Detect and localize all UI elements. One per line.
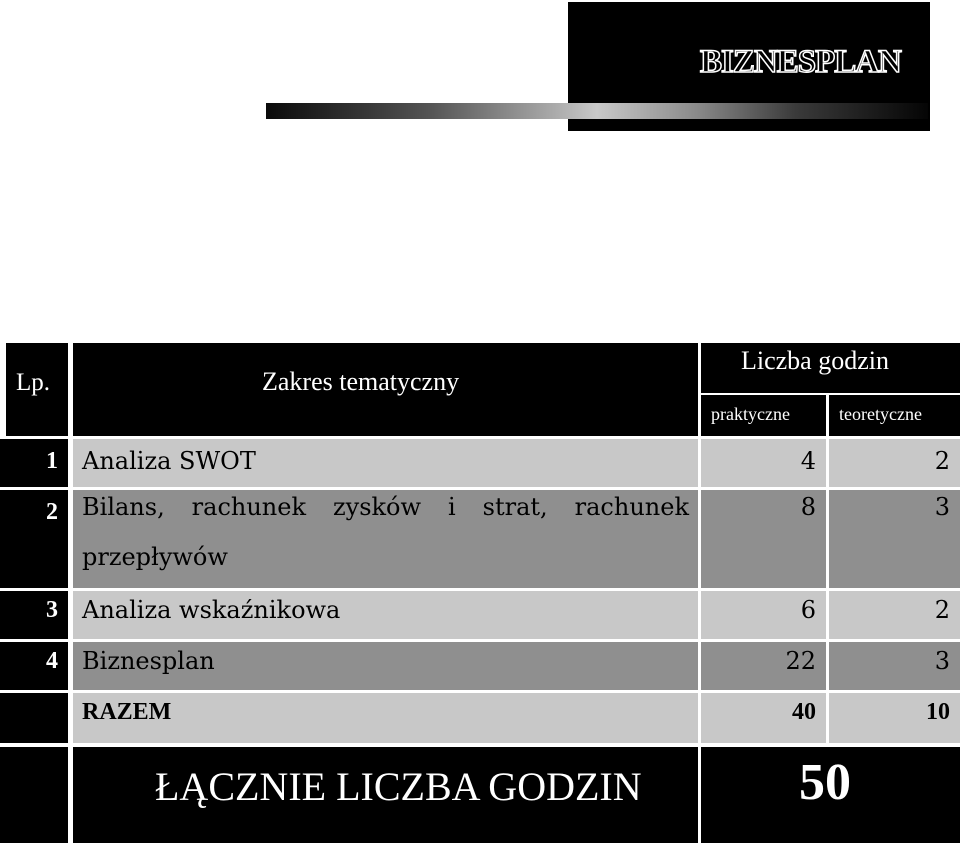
document-title: BIZNESPLAN xyxy=(700,44,901,80)
row-4-topic: Biznesplan xyxy=(82,647,215,675)
lacznie-label: ŁĄCZNIE LICZBA GODZIN xyxy=(155,764,642,809)
razem-label: RAZEM xyxy=(82,699,172,725)
lacznie-label-cell xyxy=(73,747,698,843)
row-4-lp-cell xyxy=(0,642,68,690)
header-zakres-cell xyxy=(73,343,698,436)
razem-label-cell xyxy=(73,693,698,743)
row-3-topic-cell xyxy=(73,591,698,639)
razem-teoretyczne-cell xyxy=(829,693,960,743)
row-2-topic-line2: przepływów xyxy=(82,543,228,571)
razem-lp-cell xyxy=(0,693,68,743)
row-3-lp: 3 xyxy=(46,597,58,623)
row-1-lp: 1 xyxy=(46,448,58,474)
row-2-praktyczne-cell xyxy=(701,490,826,588)
row-4-praktyczne-cell xyxy=(701,642,826,690)
row-2-topic-cell xyxy=(73,490,698,588)
header-teoretyczne: teoretyczne xyxy=(839,404,922,424)
row-3-teoretyczne: 2 xyxy=(934,596,950,624)
hours-table xyxy=(0,343,960,843)
row-2-lp: 2 xyxy=(46,499,58,525)
row-1-topic: Analiza SWOT xyxy=(82,447,256,475)
decorative-gradient-bar xyxy=(266,103,928,119)
row-1-teoretyczne: 2 xyxy=(934,447,950,475)
lacznie-value: 50 xyxy=(799,754,851,811)
row-4-teoretyczne: 3 xyxy=(934,647,950,675)
lacznie-lp-cell xyxy=(0,747,68,843)
row-2-teoretyczne-cell xyxy=(829,490,960,588)
row-4-topic-cell xyxy=(73,642,698,690)
row-3-lp-cell xyxy=(0,591,68,639)
row-1-topic-cell xyxy=(73,439,698,487)
row-4-praktyczne: 22 xyxy=(785,647,816,675)
header-teoretyczne-cell xyxy=(829,395,960,436)
lacznie-value-cell xyxy=(701,747,960,843)
row-3-praktyczne: 6 xyxy=(800,596,816,624)
razem-praktyczne: 40 xyxy=(792,699,816,725)
header-liczba: Liczba godzin xyxy=(741,346,889,375)
row-4-teoretyczne-cell xyxy=(829,642,960,690)
header-praktyczne: praktyczne xyxy=(711,404,790,424)
row-2-lp-cell xyxy=(0,490,68,588)
row-1-teoretyczne-cell xyxy=(829,439,960,487)
row-1-praktyczne-cell xyxy=(701,439,826,487)
row-3-teoretyczne-cell xyxy=(829,591,960,639)
header-lp: Lp. xyxy=(16,369,51,396)
header-zakres: Zakres tematyczny xyxy=(262,367,460,396)
razem-teoretyczne: 10 xyxy=(926,699,950,725)
row-2-praktyczne: 8 xyxy=(800,493,816,521)
row-2-topic-line1: Bilans, rachunek zysków i strat, rachunek xyxy=(82,493,689,521)
row-3-topic: Analiza wskaźnikowa xyxy=(82,596,341,624)
row-4-lp: 4 xyxy=(46,648,58,674)
header-praktyczne-cell xyxy=(701,395,826,436)
row-3-praktyczne-cell xyxy=(701,591,826,639)
header-lp-cell xyxy=(6,343,68,436)
row-2-teoretyczne: 3 xyxy=(934,493,950,521)
row-1-lp-cell xyxy=(0,439,68,487)
razem-praktyczne-cell xyxy=(701,693,826,743)
header-liczba-cell xyxy=(701,343,960,393)
row-1-praktyczne: 4 xyxy=(800,447,816,475)
